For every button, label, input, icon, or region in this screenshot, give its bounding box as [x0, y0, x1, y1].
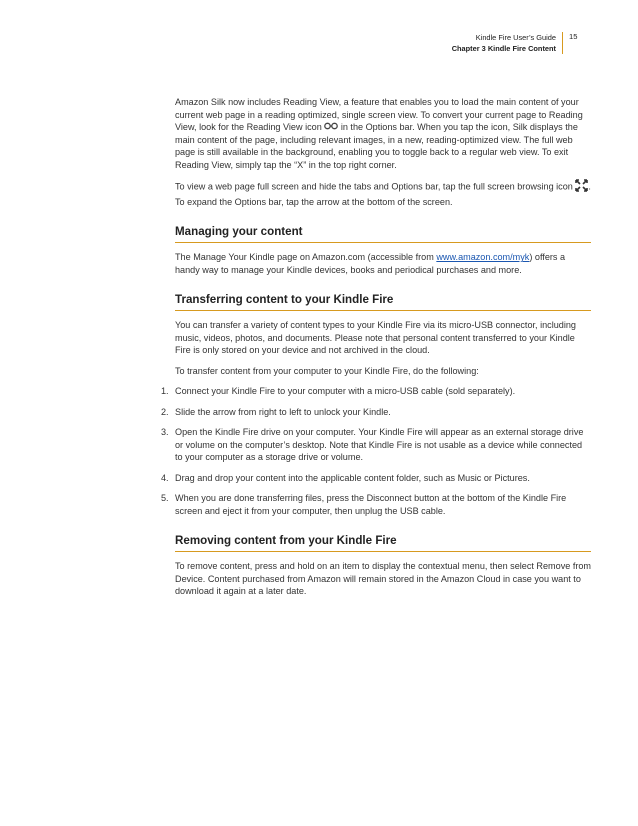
managing-paragraph: The Manage Your Kindle page on Amazon.com (accessible from www.amazon.com/myk) offers a handy way to manage your Kindle devices, books and periodical purchases and more.	[175, 252, 566, 275]
transferring-heading: Transferring content to your Kindle Fire	[175, 293, 591, 311]
myk-link[interactable]: www.amazon.com/myk	[436, 252, 530, 263]
managing-heading: Managing your content	[175, 225, 591, 243]
transferring-paragraph-2: To transfer content from your computer to your Kindle Fire, do the following:	[175, 365, 479, 376]
page-body	[161, 96, 592, 606]
fullscreen-browsing-icon	[575, 179, 588, 196]
transfer-steps	[161, 385, 591, 517]
list-item: 5. When you are done transferring files, press the Disconnect button at the bottom of the Kindle Fire screen and eject it from your computer, then unplug the USB cable.	[161, 493, 567, 516]
fullscreen-paragraph: To view a web page full screen and hide the tabs and Options bar, tap the full screen browsing icon . To expand the Options bar, tap the arrow at the bottom of the screen.	[175, 179, 591, 208]
chapter-title: Chapter 3 Kindle Fire Content	[451, 44, 556, 53]
header-divider	[562, 32, 563, 54]
reading-view-icon	[324, 121, 338, 134]
removing-paragraph: To remove content, press and hold on an item to display the contextual menu, then select Remove from Device. Content purchased from Amazon will remain stored in the Amazon Cloud in case you want to download it again at a later date.	[175, 561, 592, 597]
list-item: 2. Slide the arrow from right to left to unlock your Kindle.	[161, 406, 391, 417]
list-item: 1. Connect your Kindle Fire to your computer with a micro-USB cable (sold separately).	[161, 386, 516, 397]
page-number: 15	[569, 32, 578, 41]
transferring-paragraph-1: You can transfer a variety of content types to your Kindle Fire via its micro-USB connector, including music, videos, photos, and documents. Please note that personal content transferred to your Kindle Fire is only stored on your device and not archived in the cloud.	[175, 320, 576, 356]
reading-view-paragraph: Amazon Silk now includes Reading View, a feature that enables you to load the main content of your current web page in a reading optimized, single screen view. To convert your current page to Reading View, look for the Reading View icon in the Options bar. When you tap the icon, Silk displays the main content of the page, including relevant images, in a new, reading-optimized view. The full web page is still available in the background, enabling you to toggle back to a regular web view. To exit Reading View, simply tap the “X” in the top right corner.	[175, 97, 583, 170]
guide-title: Kindle Fire User’s Guide	[475, 33, 556, 42]
list-item: 4. Drag and drop your content into the applicable content folder, such as Music or Pictures.	[161, 472, 530, 483]
removing-heading: Removing content from your Kindle Fire	[175, 534, 591, 552]
list-item: 3. Open the Kindle Fire drive on your computer. Your Kindle Fire will appear as an external storage drive or volume on the computer’s desktop. Note that Kindle Fire is not usable as a device while connected to your computer as a storage drive or volume.	[161, 427, 584, 463]
running-header	[452, 32, 556, 54]
